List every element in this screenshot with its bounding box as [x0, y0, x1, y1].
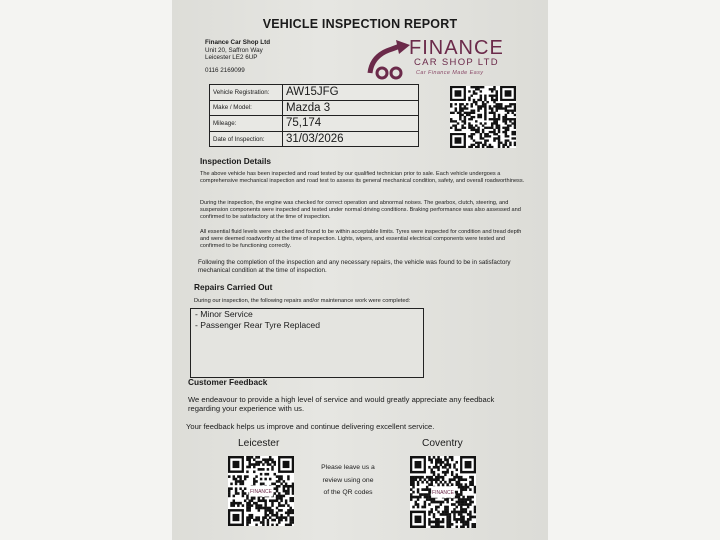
company-phone: 0116 2169099 [205, 67, 245, 74]
swoosh-arrow-icon [366, 37, 414, 81]
table-row [210, 116, 419, 132]
address-line-1: Unit 20, Saffron Way [205, 46, 263, 54]
registration-label: Vehicle Registration: [210, 85, 283, 101]
table-row [210, 85, 419, 101]
make-model-label: Make / Model: [210, 100, 283, 116]
leicester-label: Leicester [238, 438, 280, 449]
list-item: - Minor Service [195, 309, 253, 319]
report-title: VEHICLE INSPECTION REPORT [262, 17, 458, 31]
vehicle-details-table [209, 84, 419, 147]
qr-logo-text: FINANCE [432, 490, 454, 497]
review-line-3: of the QR codes [323, 489, 373, 496]
inspection-paragraph-1: The above vehicle has been inspected and road tested by our qualified technician prior to sale. Each vehicle undergoes a comprehensive mechanical inspection and road test to assess its general mechanical condition, safety, and overall roadworthiness. [200, 171, 525, 184]
inspection-date-value: 31/03/2026 [283, 131, 419, 147]
inspection-paragraph-3: All essential fluid levels were checked and found to be within acceptable limits. Tyres were inspected for condition and tread depth and were deemed roadworthy at the time of inspection. Lights, wipers, and essential electrical components were tested and confirmed to be functioning correctly. [200, 229, 522, 249]
company-address [205, 39, 270, 62]
review-line-1: Please leave us a [321, 464, 375, 471]
table-row [210, 100, 419, 116]
list-item: - Passenger Rear Tyre Replaced [195, 320, 320, 330]
feedback-text-2: Your feedback helps us improve and continue delivering excellent service. [186, 422, 435, 431]
logo-word-car-shop: CAR SHOP LTD [414, 57, 499, 68]
feedback-heading: Customer Feedback [188, 377, 268, 387]
company-logo [366, 37, 526, 83]
mileage-label: Mileage: [210, 116, 283, 132]
review-line-2: review using one [322, 476, 374, 484]
company-name: Finance Car Shop Ltd [205, 39, 271, 46]
inspection-report-sheet [172, 0, 548, 540]
inspection-paragraph-4: Following the completion of the inspection and any necessary repairs, the vehicle was found to be in satisfactory mechanical condition at the time of inspection. [198, 259, 511, 274]
coventry-label: Coventry [422, 438, 463, 449]
qr-code-coventry-icon[interactable] [410, 456, 476, 528]
repairs-intro: During our inspection, the following repairs and/or maintenance work were completed: [194, 298, 411, 304]
address-line-2: Leicester LE2 6UP [205, 54, 258, 62]
repairs-list-box [190, 308, 424, 378]
table-row [210, 131, 419, 147]
logo-tagline: Car Finance Made Easy [416, 70, 484, 76]
mileage-value: 75,174 [283, 116, 419, 132]
qr-code-leicester-icon[interactable] [228, 456, 294, 526]
inspection-paragraph-2: During the inspection, the engine was checked for correct operation and abnormal noises. The gearbox, clutch, steering, and suspension components were inspected and tested under normal driving conditions. Braking performance was also assessed and confirmed to be satisfactory at the time of inspection. [200, 200, 521, 220]
review-instructions [308, 462, 388, 500]
qr-code-top-icon [450, 86, 516, 148]
make-model-value: Mazda 3 [283, 100, 419, 116]
feedback-text-1: We endeavour to provide a high level of service and would greatly appreciate any feedback regarding your experience with us. [188, 395, 495, 414]
registration-value: AW15JFG [283, 85, 419, 101]
qr-logo-text: FINANCE [250, 489, 272, 496]
inspection-heading: Inspection Details [200, 156, 272, 166]
repairs-heading: Repairs Carried Out [194, 282, 273, 292]
inspection-date-label: Date of Inspection: [210, 131, 283, 147]
logo-word-finance: FINANCE [409, 37, 504, 59]
